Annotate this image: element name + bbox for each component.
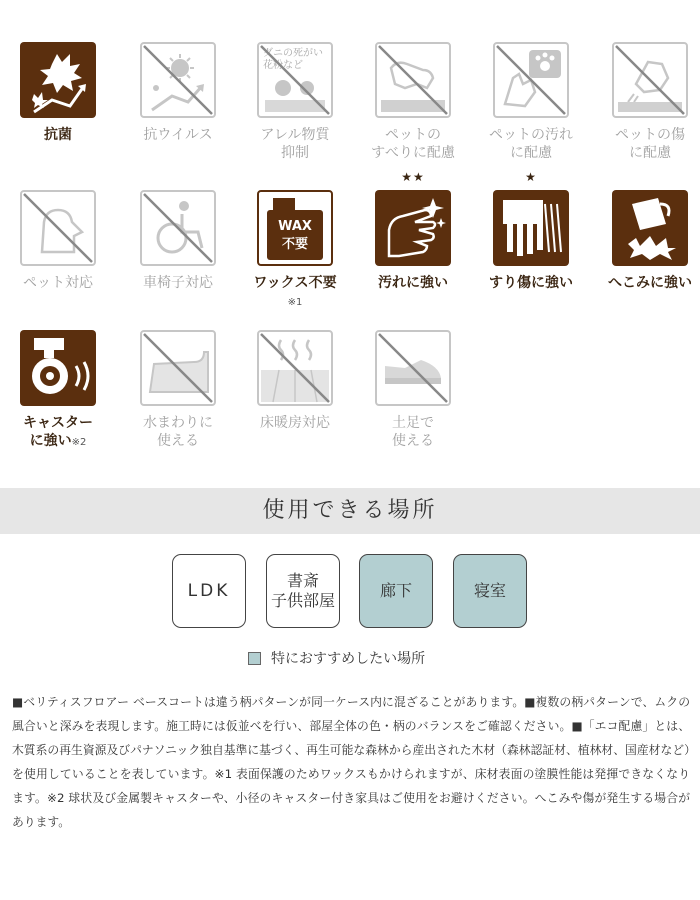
feature-floor-heating	[245, 330, 345, 432]
wax-icon	[257, 190, 333, 266]
scratching-pet-icon	[612, 42, 688, 118]
rating-stars: ★★	[401, 170, 425, 184]
feature-label: 抗菌	[44, 127, 72, 143]
feature-label: 土足で 使える	[392, 415, 434, 449]
section-title-usage: 使用できる場所	[0, 488, 700, 534]
feature-caster-resistant	[8, 330, 108, 452]
running-dog-icon	[375, 42, 451, 118]
feature-label: ペットの すべりに配慮	[371, 127, 455, 161]
feature-dent-resistant	[600, 190, 700, 292]
legend-swatch	[248, 652, 261, 665]
water-area-icon	[140, 330, 216, 406]
legend-label: 特におすすめしたい場所	[271, 651, 426, 667]
place-bedroom: 寝室	[453, 554, 527, 628]
feature-antibacterial	[8, 42, 108, 144]
place-study-kids-room: 書斎 子供部屋	[266, 554, 340, 628]
feature-label: 水まわりに 使える	[143, 415, 213, 449]
allergen-icon	[257, 42, 333, 118]
feature-label: ペットの傷 に配慮	[615, 127, 685, 161]
feature-label: アレル物質 抑制	[260, 127, 330, 161]
wax-text: WAX	[278, 219, 312, 234]
feature-pet-ready	[8, 190, 108, 292]
feature-allergen	[245, 42, 345, 162]
wheelchair-icon	[140, 190, 216, 266]
feature-pet-slip	[363, 42, 463, 162]
feature-label-wrap	[245, 274, 345, 312]
feature-pet-scratch	[600, 42, 700, 162]
feature-wheelchair	[128, 190, 228, 292]
feature-label: ワックス不要	[253, 275, 337, 291]
floor-heating-icon	[257, 330, 333, 406]
feature-stain-resistant	[363, 170, 463, 292]
feature-label: 床暖房対応	[260, 415, 330, 431]
dropped-mug-icon	[612, 190, 688, 266]
product-notes: ■ベリティスフロアー ベースコートは違う柄パターンが同一ケース内に混ざることがあります。■複数の柄パターンで、ムクの風合いと深みを表現します。施工時には仮並べを行い、部屋全体の色・柄のバランスをご確認ください。■「エコ配慮」とは、木質系の再生資源及びパナソニック独自基準に基づく、再生可能な森林から産出された木材（森林認証材、植林材、国産材など）を使用していることを表しています。※1 表面保護のためワックスもかけられますが、床材表面の塗膜性能は発揮できなくなります。※2 球状及び金属製キャスターや、小径のキャスター付き家具はご使用をお避けください。へこみや傷が発生する場合があります。	[12, 695, 690, 829]
paw-print-icon	[493, 42, 569, 118]
virus-icon	[140, 42, 216, 118]
rating-stars: ★	[525, 170, 537, 184]
place-hallway: 廊下	[359, 554, 433, 628]
feature-label-wrap	[8, 414, 108, 452]
bacteria-icon	[20, 42, 96, 118]
caster-wheel-icon	[20, 330, 96, 406]
feature-label: 汚れに強い	[378, 275, 448, 291]
feature-water-area	[128, 330, 228, 450]
icon-caption: ダニの死がい 花粉など	[263, 48, 323, 71]
feature-scratch-resistant	[481, 170, 581, 292]
place-ldk: LDK	[172, 554, 246, 628]
feature-label: 抗ウイルス	[143, 127, 213, 143]
feature-label: キャスター に強い	[23, 415, 93, 449]
feature-wax-free	[245, 190, 345, 312]
feature-antivirus	[128, 42, 228, 144]
feature-label: すり傷に強い	[489, 275, 573, 291]
claw-scratch-icon	[493, 190, 569, 266]
footnote-ref: ※2	[71, 437, 87, 448]
feature-label: ペットの汚れ に配慮	[489, 127, 573, 161]
feature-label: ペット対応	[23, 275, 93, 291]
feature-pet-dirt	[481, 42, 581, 162]
recommended-legend	[248, 648, 425, 668]
dog-icon	[20, 190, 96, 266]
feature-label: へこみに強い	[608, 275, 692, 291]
wax-free-text: 不要	[281, 237, 309, 252]
wiping-hand-icon	[375, 190, 451, 266]
feature-label: 車椅子対応	[143, 275, 213, 291]
footnote-ref: ※1	[287, 297, 303, 308]
feature-barefoot	[363, 330, 463, 450]
shoe-icon	[375, 330, 451, 406]
